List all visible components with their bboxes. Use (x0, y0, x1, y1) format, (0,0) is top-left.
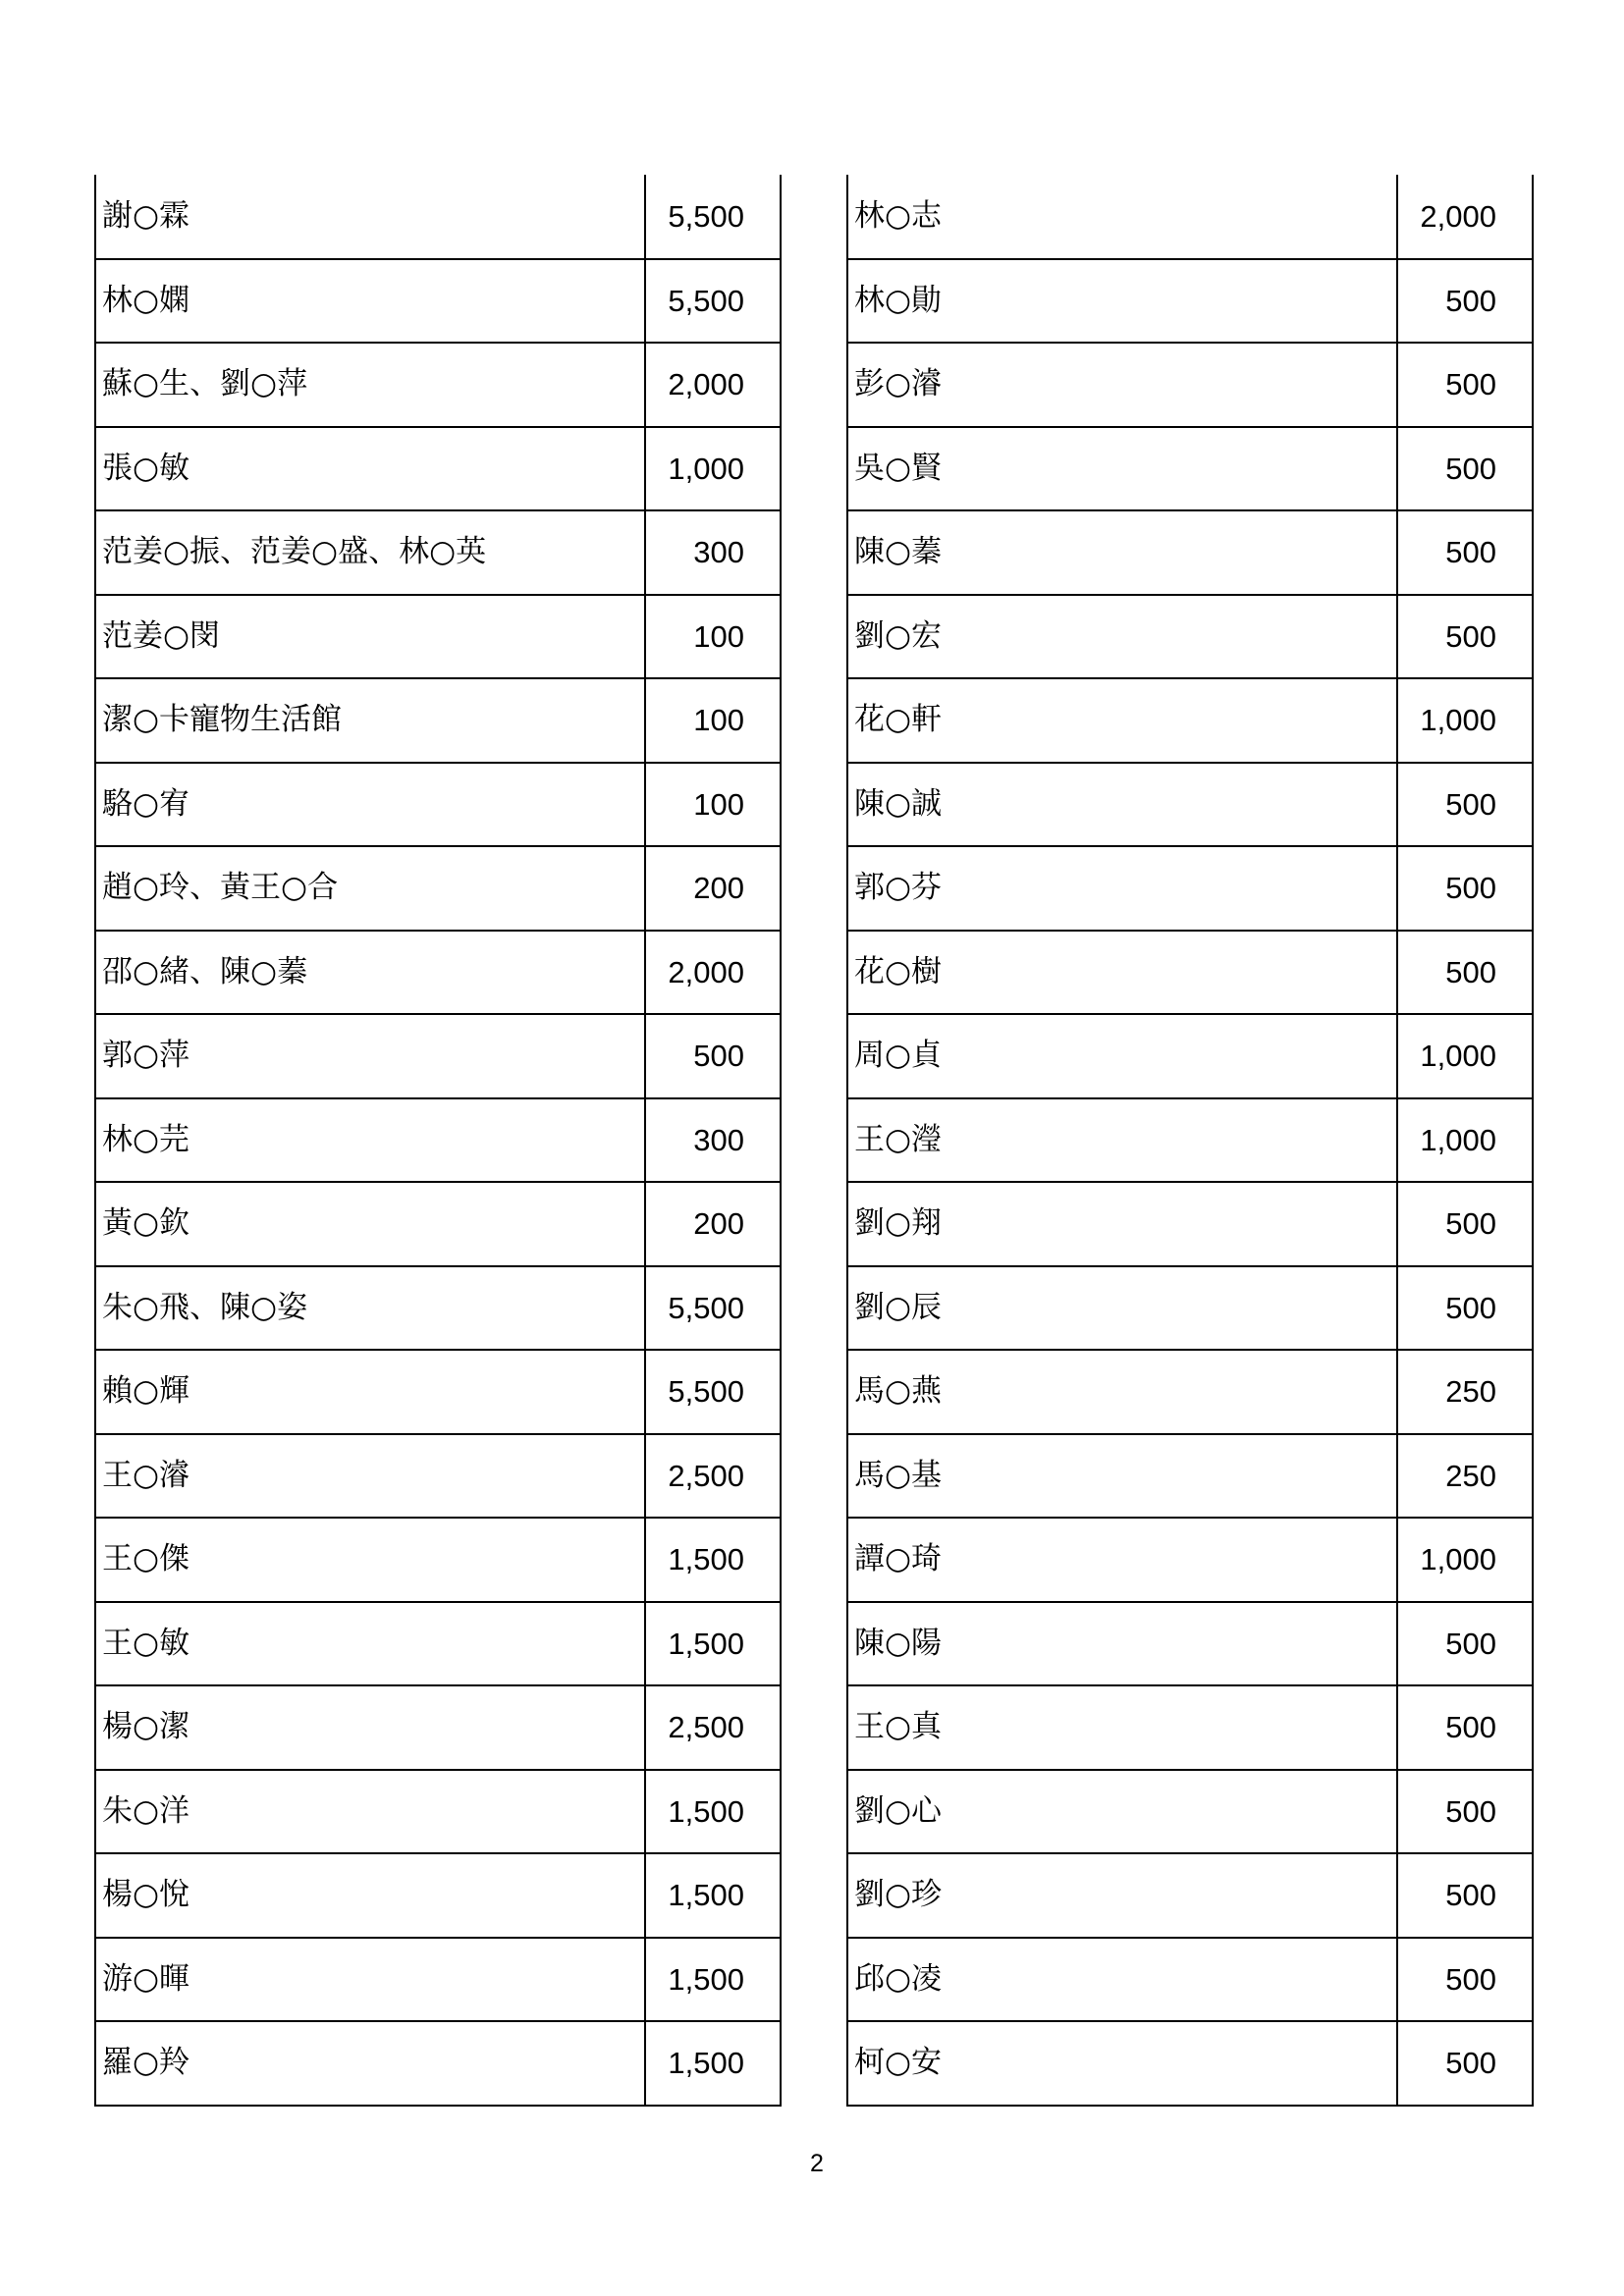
donation-amount-cell: 2,000 (645, 931, 781, 1015)
donation-amount-cell: 1,500 (645, 1853, 781, 1938)
table-row (847, 175, 1533, 259)
donation-amount-cell: 500 (1397, 259, 1533, 344)
donor-name-cell: 王○濬 (95, 1434, 645, 1519)
table-row (95, 1014, 781, 1098)
donor-name-cell: 邱○凌 (847, 1938, 1397, 2022)
donor-name-cell: 彭○濬 (847, 343, 1397, 427)
table-row (847, 510, 1533, 595)
donation-amount-cell: 1,500 (645, 1938, 781, 2022)
page-number: 2 (810, 2150, 824, 2177)
donor-name-cell: 陳○蓁 (847, 510, 1397, 595)
table-row (847, 259, 1533, 344)
table-row (847, 427, 1533, 511)
donor-name-cell: 楊○悅 (95, 1853, 645, 1938)
table-row (95, 1685, 781, 1770)
table-row (95, 1266, 781, 1351)
donor-name-cell: 馬○燕 (847, 1350, 1397, 1434)
donor-name-cell: 郭○萍 (95, 1014, 645, 1098)
table-row (95, 1434, 781, 1519)
right-donor-table-body (847, 175, 1533, 2106)
table-row (95, 931, 781, 1015)
donation-amount-cell: 250 (1397, 1434, 1533, 1519)
table-row (847, 1602, 1533, 1686)
donation-amount-cell: 300 (645, 510, 781, 595)
table-row (95, 175, 781, 259)
donation-amount-cell: 1,500 (645, 1602, 781, 1686)
left-donor-table-body (95, 175, 781, 2106)
donation-amount-cell: 500 (1397, 1685, 1533, 1770)
donor-name-cell: 游○暉 (95, 1938, 645, 2022)
donor-name-cell: 劉○翔 (847, 1182, 1397, 1266)
table-row (847, 763, 1533, 847)
donor-name-cell: 林○志 (847, 175, 1397, 259)
donation-amount-cell: 100 (645, 595, 781, 679)
donation-amount-cell: 300 (645, 1098, 781, 1183)
table-row (847, 1770, 1533, 1854)
donation-amount-cell: 500 (1397, 846, 1533, 931)
donor-name-cell: 王○真 (847, 1685, 1397, 1770)
donation-amount-cell: 500 (1397, 1182, 1533, 1266)
donor-name-cell: 柯○安 (847, 2021, 1397, 2106)
donation-amount-cell: 500 (1397, 931, 1533, 1015)
donor-name-cell: 賴○輝 (95, 1350, 645, 1434)
donor-name-cell: 郭○芬 (847, 846, 1397, 931)
donor-name-cell: 駱○宥 (95, 763, 645, 847)
donor-name-cell: 吳○賢 (847, 427, 1397, 511)
donor-name-cell: 謝○霖 (95, 175, 645, 259)
donation-amount-cell: 2,000 (1397, 175, 1533, 259)
donation-amount-cell: 2,500 (645, 1434, 781, 1519)
donation-amount-cell: 1,000 (1397, 1518, 1533, 1602)
table-row (847, 1434, 1533, 1519)
table-row (847, 1098, 1533, 1183)
donation-amount-cell: 1,500 (645, 1770, 781, 1854)
donation-amount-cell: 500 (1397, 2021, 1533, 2106)
donation-amount-cell: 500 (1397, 1938, 1533, 2022)
table-row (847, 595, 1533, 679)
donor-name-cell: 蘇○生、劉○萍 (95, 343, 645, 427)
table-row (95, 846, 781, 931)
donor-name-cell: 朱○飛、陳○姿 (95, 1266, 645, 1351)
donor-name-cell: 羅○羚 (95, 2021, 645, 2106)
table-row (95, 1098, 781, 1183)
donation-amount-cell: 500 (645, 1014, 781, 1098)
donation-amount-cell: 500 (1397, 1770, 1533, 1854)
donation-amount-cell: 5,500 (645, 1350, 781, 1434)
table-row (95, 1770, 781, 1854)
donation-amount-cell: 200 (645, 1182, 781, 1266)
donor-name-cell: 劉○珍 (847, 1853, 1397, 1938)
donor-name-cell: 譚○琦 (847, 1518, 1397, 1602)
donor-name-cell: 花○樹 (847, 931, 1397, 1015)
table-row (95, 763, 781, 847)
donor-name-cell: 劉○心 (847, 1770, 1397, 1854)
donor-name-cell: 陳○誠 (847, 763, 1397, 847)
donor-name-cell: 花○軒 (847, 678, 1397, 763)
table-row (847, 1182, 1533, 1266)
donation-amount-cell: 1,500 (645, 2021, 781, 2106)
donation-amount-cell: 1,000 (1397, 1098, 1533, 1183)
donation-amount-cell: 500 (1397, 1266, 1533, 1351)
table-row (847, 2021, 1533, 2106)
donor-name-cell: 劉○宏 (847, 595, 1397, 679)
donation-amount-cell: 100 (645, 763, 781, 847)
table-row (95, 1350, 781, 1434)
table-row (847, 1350, 1533, 1434)
right-donor-table (846, 175, 1534, 2107)
donation-amount-cell: 500 (1397, 427, 1533, 511)
donor-name-cell: 林○勛 (847, 259, 1397, 344)
donor-name-cell: 潔○卡寵物生活館 (95, 678, 645, 763)
donor-name-cell: 楊○潔 (95, 1685, 645, 1770)
table-row (847, 678, 1533, 763)
table-row (95, 427, 781, 511)
donation-amount-cell: 500 (1397, 595, 1533, 679)
table-row (847, 846, 1533, 931)
table-row (95, 678, 781, 763)
donation-amount-cell: 500 (1397, 343, 1533, 427)
table-row (95, 1853, 781, 1938)
donation-amount-cell: 500 (1397, 1853, 1533, 1938)
table-row (95, 1938, 781, 2022)
left-donor-table (94, 175, 782, 2107)
donation-amount-cell: 1,000 (1397, 1014, 1533, 1098)
donation-amount-cell: 1,500 (645, 1518, 781, 1602)
table-row (847, 1853, 1533, 1938)
table-row (95, 343, 781, 427)
donation-amount-cell: 5,500 (645, 1266, 781, 1351)
donation-amount-cell: 5,500 (645, 259, 781, 344)
donation-amount-cell: 1,000 (645, 427, 781, 511)
donation-amount-cell: 500 (1397, 763, 1533, 847)
donor-name-cell: 陳○陽 (847, 1602, 1397, 1686)
donation-amount-cell: 500 (1397, 510, 1533, 595)
donation-amount-cell: 2,500 (645, 1685, 781, 1770)
table-row (847, 343, 1533, 427)
table-row (95, 595, 781, 679)
donation-amount-cell: 200 (645, 846, 781, 931)
table-row (95, 1602, 781, 1686)
donor-name-cell: 范姜○閔 (95, 595, 645, 679)
table-row (847, 1938, 1533, 2022)
donor-name-cell: 黃○欽 (95, 1182, 645, 1266)
donor-name-cell: 張○敏 (95, 427, 645, 511)
table-row (95, 1518, 781, 1602)
table-row (847, 1518, 1533, 1602)
table-row (95, 259, 781, 344)
table-row (95, 1182, 781, 1266)
donor-name-cell: 劉○辰 (847, 1266, 1397, 1351)
donor-name-cell: 周○貞 (847, 1014, 1397, 1098)
donor-name-cell: 王○瀅 (847, 1098, 1397, 1183)
table-row (847, 1014, 1533, 1098)
donor-name-cell: 邵○緒、陳○蓁 (95, 931, 645, 1015)
donation-amount-cell: 500 (1397, 1602, 1533, 1686)
donor-name-cell: 朱○洋 (95, 1770, 645, 1854)
donor-name-cell: 林○芫 (95, 1098, 645, 1183)
donation-amount-cell: 5,500 (645, 175, 781, 259)
table-row (95, 510, 781, 595)
donor-name-cell: 王○敏 (95, 1602, 645, 1686)
table-row (847, 1266, 1533, 1351)
donation-amount-cell: 1,000 (1397, 678, 1533, 763)
donation-amount-cell: 2,000 (645, 343, 781, 427)
donor-name-cell: 馬○基 (847, 1434, 1397, 1519)
donor-name-cell: 趙○玲、黃王○合 (95, 846, 645, 931)
donation-amount-cell: 250 (1397, 1350, 1533, 1434)
donor-name-cell: 王○傑 (95, 1518, 645, 1602)
donor-name-cell: 林○嫻 (95, 259, 645, 344)
table-row (95, 2021, 781, 2106)
donation-amount-cell: 100 (645, 678, 781, 763)
donor-name-cell: 范姜○振、范姜○盛、林○英 (95, 510, 645, 595)
table-row (847, 931, 1533, 1015)
table-row (847, 1685, 1533, 1770)
